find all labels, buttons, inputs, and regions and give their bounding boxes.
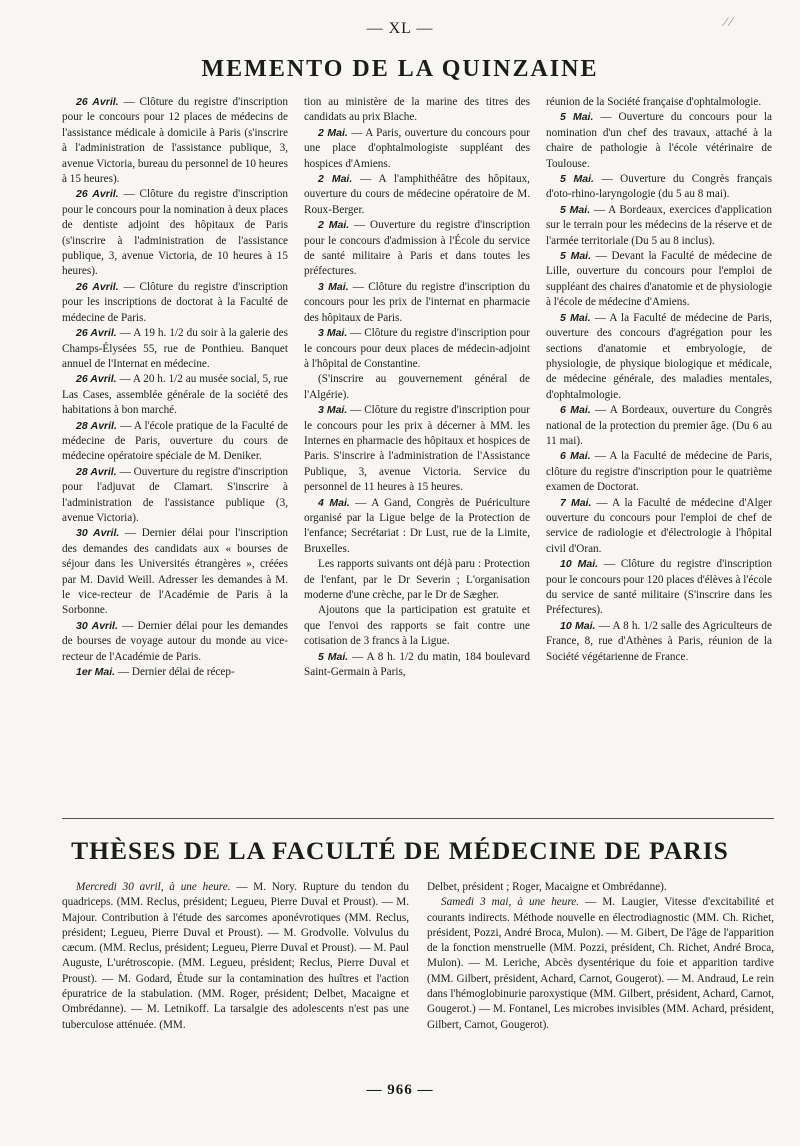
memento-text: — Dernier délai de récep- xyxy=(115,666,235,679)
memento-text: Ajoutons que la participation est gratuite et que l'envoi des rapports se fait contre une cotisation de 3 francs à la Ligue. xyxy=(304,604,530,648)
memento-text: — A 8 h. 1/2 du matin, 184 boulevard Saint-Germain à Paris, xyxy=(304,650,530,679)
memento-text: — A la Faculté de médecine de Paris, clôture du registre d'inscription pour le quatrième examen de Doctorat. xyxy=(546,450,772,494)
memento-date: 5 Mai. xyxy=(318,650,349,663)
memento-continuation: réunion de la Société française d'ophtalmologie. xyxy=(546,96,762,108)
memento-date: 26 Avril. xyxy=(76,373,117,386)
memento-text: — A 20 h. 1/2 au musée social, 5, rue Las Cases, assemblée générale de la société des habitations à bon marché. xyxy=(62,373,288,417)
memento-entry xyxy=(62,619,288,665)
memento-entry xyxy=(546,203,772,249)
page-number: — 966 — xyxy=(366,1082,434,1098)
memento-date: 5 Mai. xyxy=(560,203,591,216)
theses-continuation: Delbet, président ; Roger, Macaigne et Ombrédanne). xyxy=(427,881,667,893)
memento-text: — A 19 h. 1/2 du soir à la galerie des Champs-Élysées 55, rue de Ponthieu. Banquet annuel de l'Internat en médecine. xyxy=(62,327,289,370)
section-divider xyxy=(62,818,774,819)
memento-date: 5 Mai. xyxy=(560,173,594,186)
memento-entry xyxy=(62,372,288,418)
memento-entry xyxy=(62,280,288,326)
memento-entry xyxy=(546,311,772,403)
memento-date: 6 Mai. xyxy=(560,450,591,463)
memento-date: 26 Avril. xyxy=(76,96,119,108)
theses-entry xyxy=(62,880,409,1033)
memento-date: 5 Mai. xyxy=(560,111,594,124)
memento-date: 2 Mai. xyxy=(318,219,350,232)
memento-date: 3 Mai. xyxy=(318,327,348,340)
memento-text: — A la Faculté de médecine d'Alger ouverture du concours pour l'emploi de chef de service de radiologie et d'électrologie à l'hôpital civil d'Oran. xyxy=(546,496,772,555)
memento-entry xyxy=(546,172,772,203)
memento-entry xyxy=(546,249,772,311)
memento-entry xyxy=(304,372,530,403)
memento-text: — A 8 h. 1/2 salle des Agriculteurs de France, 8, rue d'Athènes à Paris, réunion de la Société végétarienne de France. xyxy=(546,619,772,663)
memento-text: — Clôture du registre d'inscription du concours pour les prix de l'internat en pharmacie des hôpitaux de Paris. xyxy=(304,280,530,324)
memento-entry xyxy=(546,496,772,558)
memento-entry xyxy=(546,449,772,495)
memento-text: — A Bordeaux, ouverture du Congrès national de la protection du premier âge. (Du 6 au 11 mai). xyxy=(546,404,772,447)
memento-text: — Dernier délai pour l'inscription des demandes des candidats aux « bourses de séjour dans les Universités étrangères », créées par M. David Weill. Adresser les demandes à M. le vice-recteur de l'Académie de Paris à la Sorbonne. xyxy=(62,527,288,617)
memento-entry xyxy=(546,403,772,449)
memento-text: — Clôture du registre d'inscription pour le concours pour deux places de médecin-adjoint à l'hôpital de Constantine. xyxy=(304,327,530,370)
memento-text: — Devant la Faculté de médecine de Lille, ouverture du concours pour l'emploi de suppléant des chaires d'anatomie et de physiologie à l'école de médecine d'Amiens. xyxy=(546,250,772,309)
theses-body: — M. Nory. Rupture du tendon du quadriceps. (MM. Reclus, président; Legueu, Pierre Duval et Proust). — M. Majour. Contribution à l'étude des sarcomes aponévrotiques (MM. Reclus, président; Legueu, Pierre Duval et Proust). — M. Grodvolle. Volvulus du cæcum. (MM. Reclus, président; Legueu, Pierre Duval et Proust). — M. Paul Auguste, L'urétroscopie. (MM. Legueu, président; Reclus, Pierre Duval et Proust). — M. Godard, Étude sur la contamination des huîtres et l'action épuratrice de la stabulation. (MM. Roger, président; Delbet, Macaigne et Ombrédanne). — M. Letnikoff. La tarsalgie des adolescents n'est pas une tuberculose atténuée. (MM. xyxy=(62,881,409,1031)
memento-text: — A Paris, ouverture du concours pour une place d'ophtalmologiste suppléant des hospices d'Amiens. xyxy=(304,126,530,170)
memento-date: 3 Mai. xyxy=(318,280,349,293)
memento-column-1 xyxy=(62,95,288,807)
theses-title: THÈSES DE LA FACULTÉ DE MÉDECINE DE PARIS xyxy=(71,836,729,865)
memento-text: — Ouverture du Congrès français d'oto-rhino-laryngologie (du 5 au 8 mai). xyxy=(546,173,772,201)
memento-entry xyxy=(62,419,288,465)
memento-entry xyxy=(304,650,530,681)
memento-text: — A Gand, Congrès de Puériculture organisé par la Ligue belge de la Protection de l'enfance; Secrétariat : Dr Lust, rue de la Limite, Bruxelles. xyxy=(304,496,530,555)
memento-text: — Ouverture du registre d'inscription pour l'adjuvat de Clamart. S'inscrire à l'administration de l'assistance publique (3, avenue Victoria). xyxy=(62,465,289,524)
memento-date: 28 Avril. xyxy=(76,419,117,432)
memento-entry xyxy=(304,280,530,326)
memento-text: — Clôture du registre d'inscription pour le concours pour 12 places de médecins de l'assistance médicale à domicile à Paris (s'inscrire à l'administration de l'assistance publique, 3, avenue Victoria, bureau du personnel de 10 heures à 15 heures). xyxy=(62,96,288,186)
memento-text: — Clôture du registre d'inscription pour le concours pour les prix à décerner à MM. les Internes en pharmacie des hôpitaux et hospices de Paris. S'inscrire à l'administration de l'Assistance Publique, 3, avenue Victoria. Service du personnel de 11 heures à 15 heures. xyxy=(304,404,530,494)
memento-text: — A l'amphithéâtre des hôpitaux, ouverture du cours de médecine opératoire de M. Roux-Berger. xyxy=(304,173,530,216)
memento-text: — Clôture du registre d'inscription pour le concours pour 120 places d'élèves à l'école du service de santé militaire (S'inscrire dans les Préfectures). xyxy=(546,558,772,617)
theses-entry xyxy=(427,895,774,1033)
memento-entry xyxy=(304,603,530,649)
memento-text: — Ouverture du registre d'inscription pour le concours d'admission à l'École du service de santé militaire à Paris et dans toutes les préfectures. xyxy=(304,219,530,278)
memento-date: 26 Avril. xyxy=(76,188,119,201)
memento-entry xyxy=(62,187,288,279)
memento-text: — A l'école pratique de la Faculté de médecine de Paris, ouverture du cours de médecine opératoire spéciale de M. Deniker. xyxy=(62,419,289,463)
theses-columns xyxy=(62,880,774,1080)
memento-entry xyxy=(62,95,288,187)
memento-column-2 xyxy=(304,95,530,807)
memento-entry xyxy=(62,526,288,618)
memento-date: 5 Mai. xyxy=(560,250,592,263)
memento-text: (S'inscrire au gouvernement général de l'Algérie). xyxy=(304,373,530,401)
memento-columns xyxy=(62,95,772,807)
memento-entry xyxy=(304,496,530,558)
memento-entry xyxy=(304,557,530,603)
memento-text: — A Bordeaux, exercices d'application sur le terrain pour les médecins de la réserve et de l'armée territoriale (Du 5 au 8 inclus). xyxy=(546,203,772,247)
memento-entry xyxy=(62,326,288,372)
memento-date: 7 Mai. xyxy=(560,496,592,509)
memento-date: 10 Mai. xyxy=(560,558,599,571)
theses-column-1 xyxy=(62,880,409,1080)
memento-entry xyxy=(304,126,530,172)
memento-entry xyxy=(546,557,772,619)
memento-date: 2 Mai. xyxy=(318,173,353,186)
memento-entry xyxy=(304,403,530,495)
theses-day: Mercredi 30 avril, à une heure. xyxy=(76,881,231,893)
memento-date: 6 Mai. xyxy=(560,404,591,417)
memento-date: 3 Mai. xyxy=(318,404,348,417)
memento-date: 4 Mai. xyxy=(318,496,350,509)
memento-title: MEMENTO DE LA QUINZAINE xyxy=(201,56,599,82)
memento-text: — Dernier délai pour les demandes de bourses de voyage autour du monde au vice-recteur de l'Académie de Paris. xyxy=(62,619,289,663)
memento-date: 2 Mai. xyxy=(318,126,348,139)
memento-date: 28 Avril. xyxy=(76,465,117,478)
memento-date: 30 Avril. xyxy=(76,619,118,632)
memento-entry xyxy=(304,326,530,372)
memento-entry xyxy=(546,110,772,172)
memento-entry xyxy=(304,172,530,218)
memento-date: 26 Avril. xyxy=(76,280,119,293)
theses-body: — M. Laugier, Vitesse d'excitabilité et courants indirects. Méthode nouvelle en électrodiagnostic (MM. Ch. Richet, président, Pozzi, André Broca, Mulon). — M. Gibert, De l'âge de l'apparition de la fonction menstruelle (MM. Pozzi, président, Ch. Richet, André Broca, Mulon). — M. Leriche, Abcès dysentérique du foie et apparition tardive (MM. Gilbert, président, Achard, Carnot, Gougerot). — M. Andraud, Le rein dans l'hémoglobinurie paroxystique (MM. Gilbert, président, Achard, Carnot, Gougerot.) — M. Fontanel, Les microbes invisibles (MM. Achard, président, Gilbert, Carnot, Gougerot). xyxy=(427,896,774,1031)
memento-entry xyxy=(546,619,772,665)
theses-column-2 xyxy=(427,880,774,1080)
memento-date: 26 Avril. xyxy=(76,327,117,340)
memento-entry xyxy=(62,465,288,527)
memento-text: Les rapports suivants ont déjà paru : Protection de l'enfant, par le Dr Severin ; L'organisation moderne d'une crèche, par le Dr de Sægher. xyxy=(304,558,530,601)
corner-pencil-mark: ⁄ ∕ xyxy=(724,14,732,29)
memento-date: 30 Avril. xyxy=(76,527,120,540)
memento-text: — Ouverture du concours pour la nomination d'un chef des travaux, attaché à la chaire de pathologie à l'école vétérinaire de Toulouse. xyxy=(546,111,772,170)
memento-text: — Clôture du registre d'inscription pour les inscriptions de doctorat à la Faculté de médecine de Paris. xyxy=(62,280,288,324)
theses-day: Samedi 3 mai, à une heure. xyxy=(441,896,580,909)
memento-date: 5 Mai. xyxy=(560,311,591,324)
memento-entry xyxy=(304,218,530,280)
page-header-marker: — XL — xyxy=(366,20,434,37)
memento-text: — A la Faculté de médecine de Paris, ouverture des concours d'agrégation pour les sections d'anatomie et embryologie, de physiologie, de physique biologique et médicale, de médecine générale, des maladies mentales, d'ophtalmologie. xyxy=(546,311,772,401)
memento-date: 10 Mai. xyxy=(560,619,596,632)
memento-entry xyxy=(62,665,288,680)
memento-column-3 xyxy=(546,95,772,807)
memento-continuation: tion au ministère de la marine des titres des candidats au prix Blache. xyxy=(304,96,530,124)
memento-text: — Clôture du registre d'inscription pour le concours pour la nomination à deux places de dentiste adjoint des hôpitaux de Paris (s'inscrire à l'administration de l'assistance publique, 3, avenue Victoria, de 10 heures à 15 heures). xyxy=(62,188,288,278)
memento-date: 1er Mai. xyxy=(76,666,116,679)
